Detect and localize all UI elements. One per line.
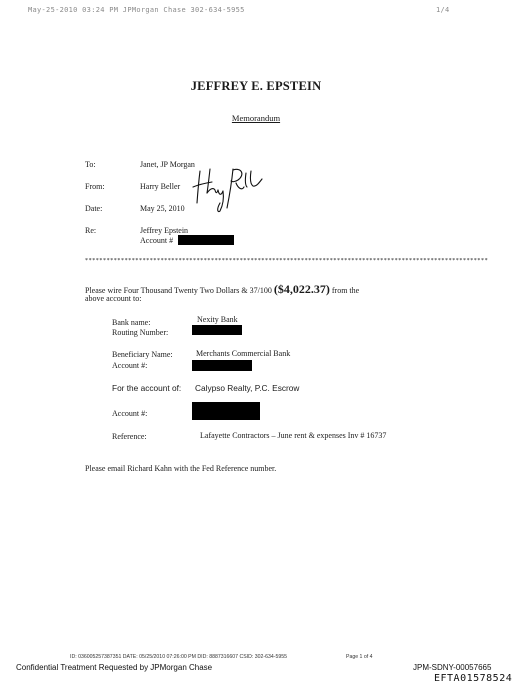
to-label: To:: [85, 160, 96, 169]
beneficiary-name-value: Merchants Commercial Bank: [196, 349, 291, 358]
for-account-value: Calypso Realty, P.C. Escrow: [195, 383, 300, 393]
reference-label: Reference:: [112, 432, 147, 441]
letterhead-name: JEFFREY E. EPSTEIN: [190, 79, 322, 93]
date-value: May 25, 2010: [140, 204, 185, 213]
fax-id-line: ID: 036005257387351 DATE: 05/25/2010 07:26:00 PM DID: 8887316607 CSID: 302-634-5955: [70, 654, 288, 660]
bank-name-value: Nexity Bank: [197, 315, 238, 324]
routing-number-label: Routing Number:: [112, 328, 169, 337]
closing-note: Please email Richard Kahn with the Fed Reference number.: [85, 464, 277, 473]
fax-header-line: May-25-2010 03:24 PM JPMorgan Chase 302-634-5955: [28, 6, 245, 14]
beneficiary-account-label: Account #:: [112, 361, 148, 370]
bank-name-label: Bank name:: [112, 318, 151, 327]
wire-instruction-text: Please wire Four Thousand Twenty Two Dollars & 37/100: [85, 286, 272, 295]
re-label: Re:: [85, 226, 97, 235]
date-label: Date:: [85, 204, 103, 213]
wire-instruction-tail: from the: [331, 286, 360, 295]
from-label: From:: [85, 182, 105, 191]
reference-value: Lafayette Contractors – June rent & expenses Inv # 16737: [200, 431, 387, 440]
beneficiary-name-label: Beneficiary Name:: [112, 350, 173, 359]
redaction-box: [192, 360, 252, 371]
memo-heading: Memorandum: [231, 113, 281, 123]
bates-number: JPM-SDNY-00057665: [413, 663, 492, 672]
wire-instruction-line2: above account to:: [85, 294, 142, 303]
redaction-box: [192, 402, 260, 420]
account-number-label: Account #:: [112, 409, 148, 418]
redaction-box: [178, 235, 234, 245]
fax-page-number: Page 1 of 4: [346, 654, 373, 660]
account-label: Account #: [140, 236, 174, 245]
to-value: Janet, JP Morgan: [140, 160, 195, 169]
for-account-label: For the account of:: [112, 383, 182, 393]
asterisk-separator: ****************************************************************************************************************: [85, 258, 489, 264]
from-value: Harry Beller: [140, 182, 181, 191]
efta-number: EFTA01578524: [434, 673, 512, 684]
redaction-box: [192, 325, 242, 335]
fax-page-count: 1/4: [436, 6, 450, 14]
wire-amount: ($4,022.37): [273, 282, 330, 296]
confidentiality-notice: Confidential Treatment Requested by JPMorgan Chase: [16, 663, 213, 672]
re-value: Jeffrey Epstein: [140, 226, 189, 235]
handwritten-signature: [190, 163, 270, 215]
